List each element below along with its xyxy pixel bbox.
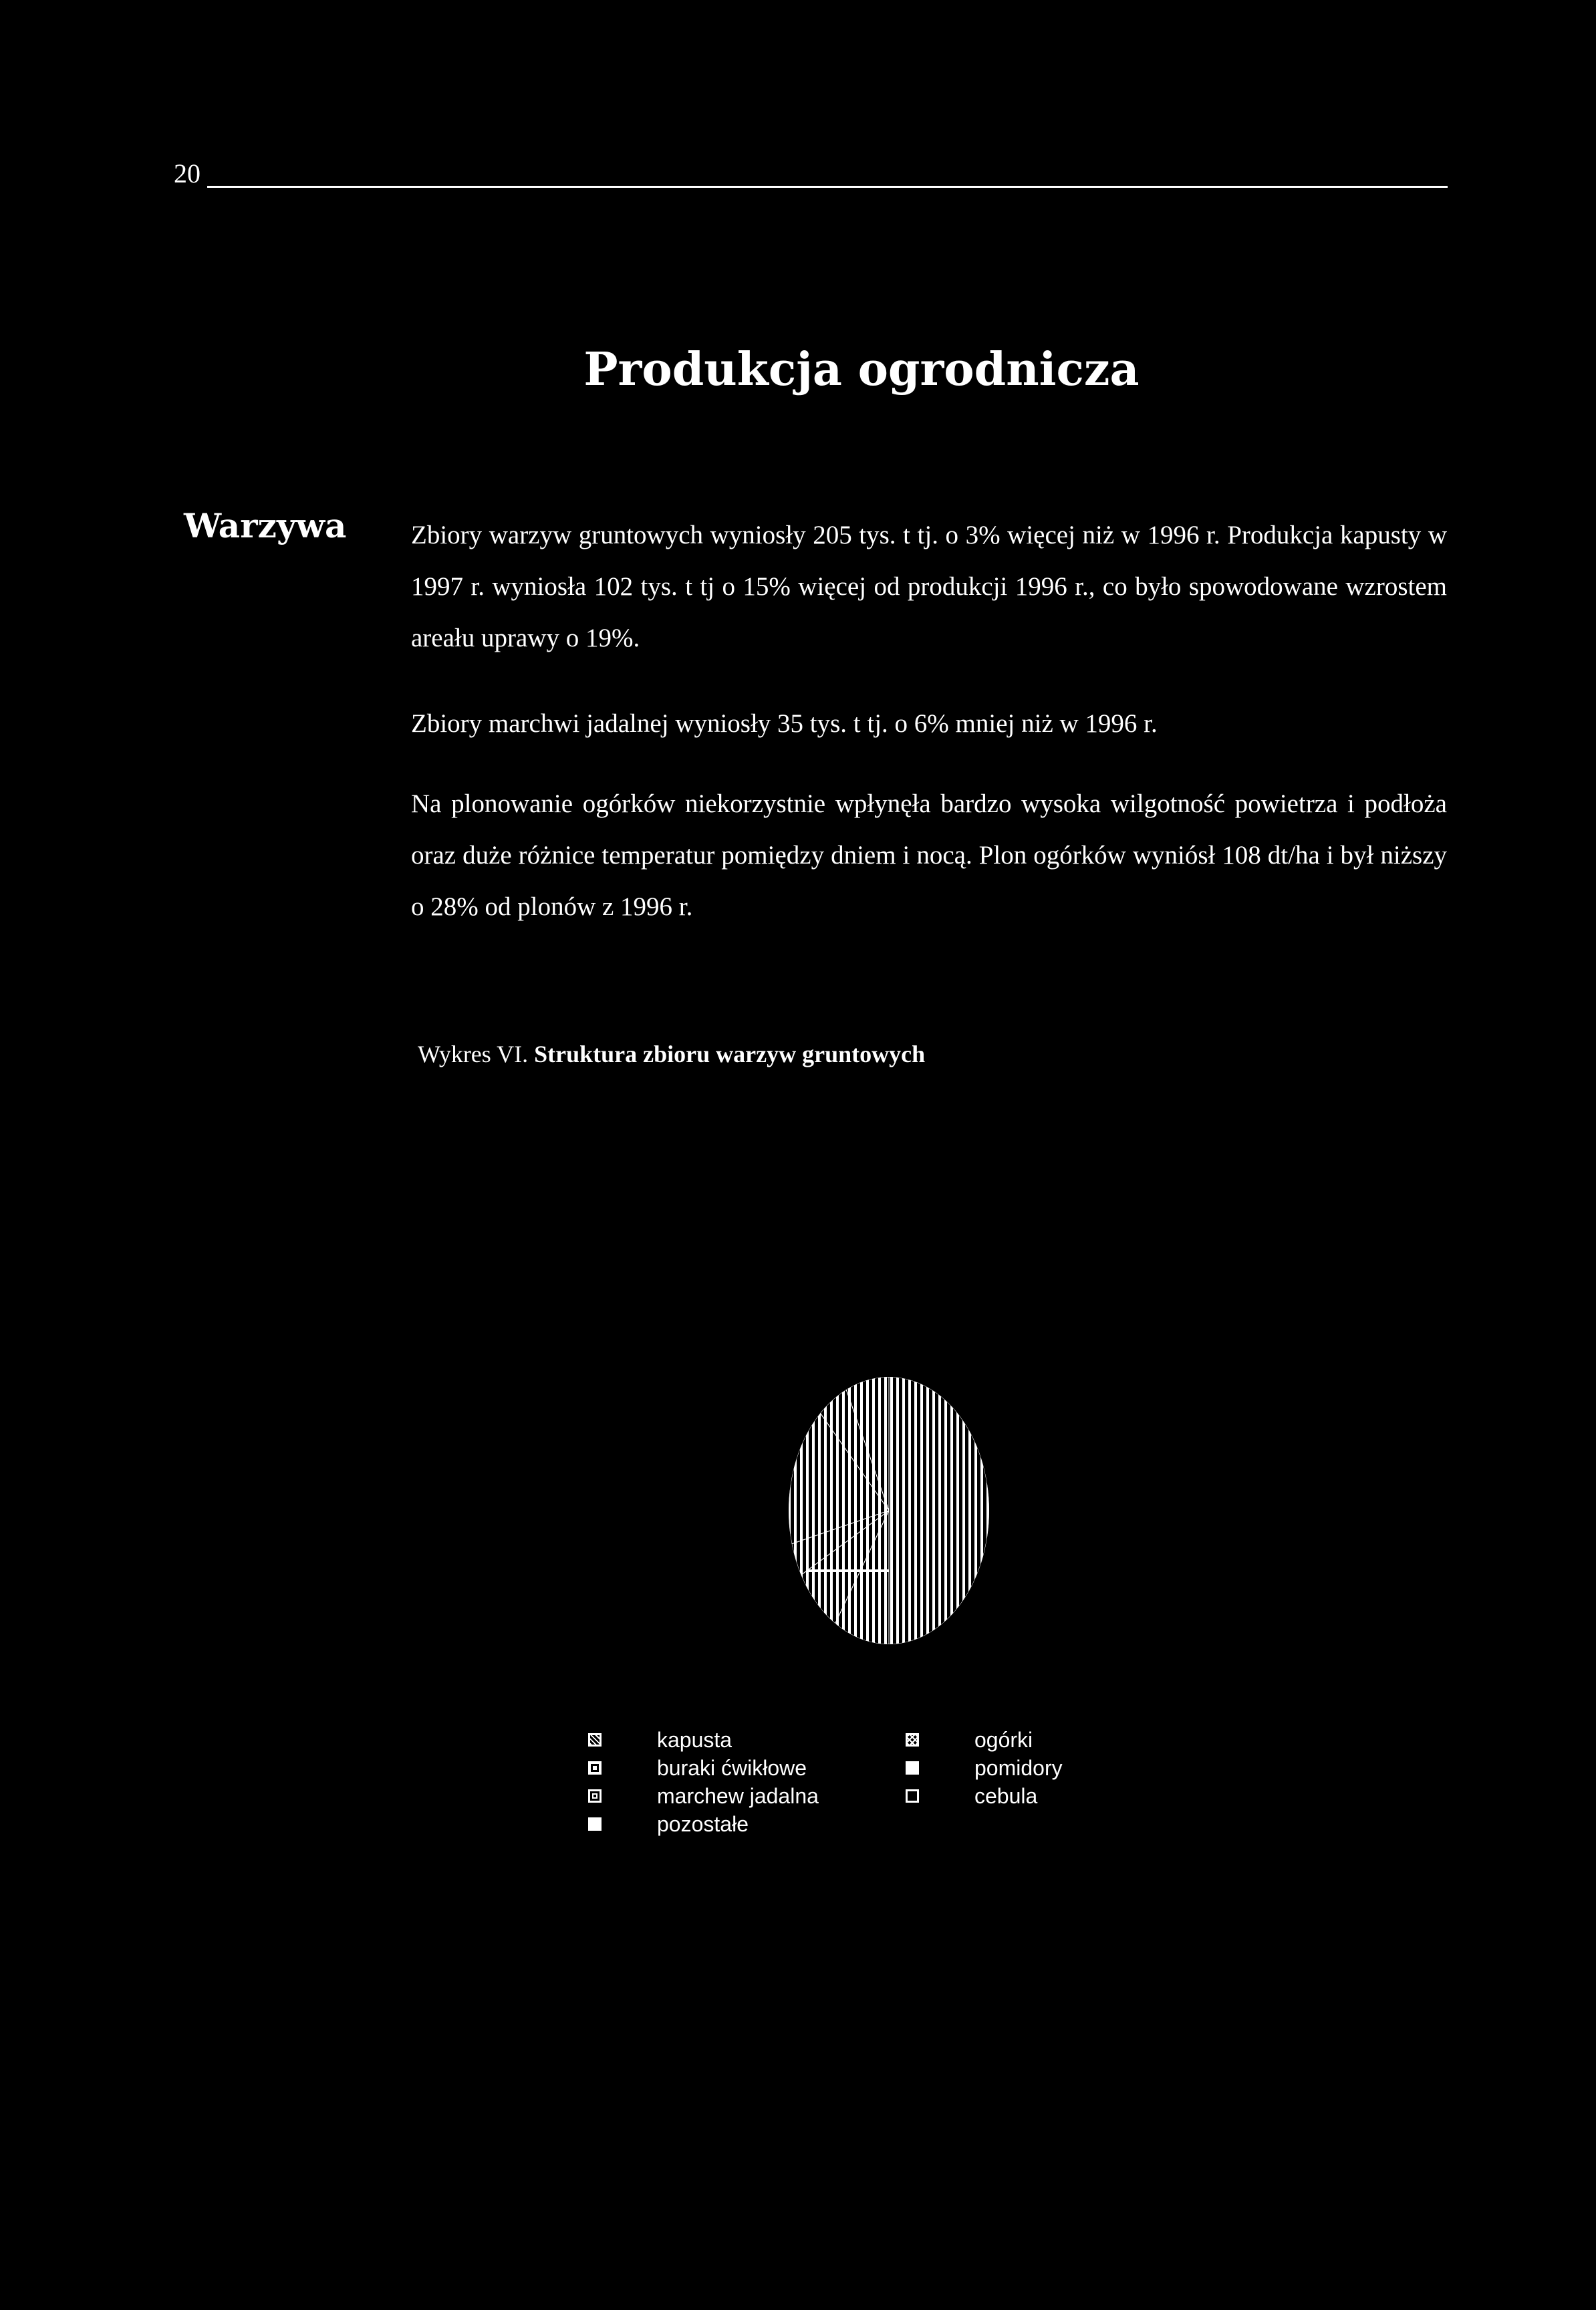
chart-caption-title: Struktura zbioru warzyw gruntowych — [534, 1041, 926, 1067]
legend-label: pozostałe — [657, 1812, 749, 1836]
pie-slice-4 — [792, 1511, 889, 1575]
paragraph-harvest: Zbiory warzyw gruntowych wyniosły 205 tys. t tj. o 3% więcej niż w 1996 r. Produkcja kapusty w 1997 r. wyniosła 102 tys. t tj o 15% więcej od produkcji 1996 r., co było spowodowane wzrostem areału uprawy o 19%. — [411, 521, 1447, 652]
chart-caption — [418, 1038, 925, 1070]
pie-slice-5 — [789, 1413, 889, 1544]
legend-label: ogórki — [974, 1728, 1033, 1752]
page-number: 20 — [174, 158, 201, 188]
page-title: Produkcja ogrodnicza — [583, 343, 1140, 396]
legend-swatch-diagonal-hatch-box — [588, 1733, 602, 1747]
chart-legend — [588, 1726, 1123, 1859]
chart-caption-prefix: Wykres VI. — [418, 1041, 529, 1067]
pie-slice-1 — [889, 1377, 989, 1644]
pie-slice-2 — [835, 1511, 889, 1644]
legend-label: marchew jadalna — [657, 1784, 819, 1808]
legend-swatch-cross-hatch-box — [906, 1733, 919, 1747]
paragraph-carrot: Zbiory marchwi jadalnej wyniosły 35 tys. t tj. o 6% mniej niż w 1996 r. — [411, 709, 1158, 738]
pie-slice-7 — [846, 1377, 889, 1511]
section-label: Warzywa — [184, 506, 347, 545]
legend-label: cebula — [974, 1784, 1038, 1808]
legend-swatch-dotted-box — [588, 1761, 602, 1775]
legend-label: pomidory — [974, 1756, 1063, 1780]
legend-swatch-framed-box — [588, 1789, 602, 1803]
legend-label: kapusta — [657, 1728, 733, 1752]
pie-slice-3 — [801, 1511, 889, 1624]
legend-swatch-open-box — [906, 1789, 919, 1803]
paragraph-cucumber: Na plonowanie ogórków niekorzystnie wpłynęła bardzo wysoka wilgotność powietrza i podłoża oraz duże różnice temperatur pomiędzy dniem i nocą. Plon ogórków wyniósł 108 dt/ha i był niższy o 28% od plonów z 1996 r. — [411, 789, 1447, 921]
legend-swatch-solid — [906, 1761, 919, 1775]
legend-swatch-solid — [588, 1817, 602, 1831]
header-rule — [207, 186, 1448, 188]
pie-slice-6 — [820, 1390, 889, 1511]
legend-label: buraki ćwikłowe — [657, 1756, 807, 1780]
